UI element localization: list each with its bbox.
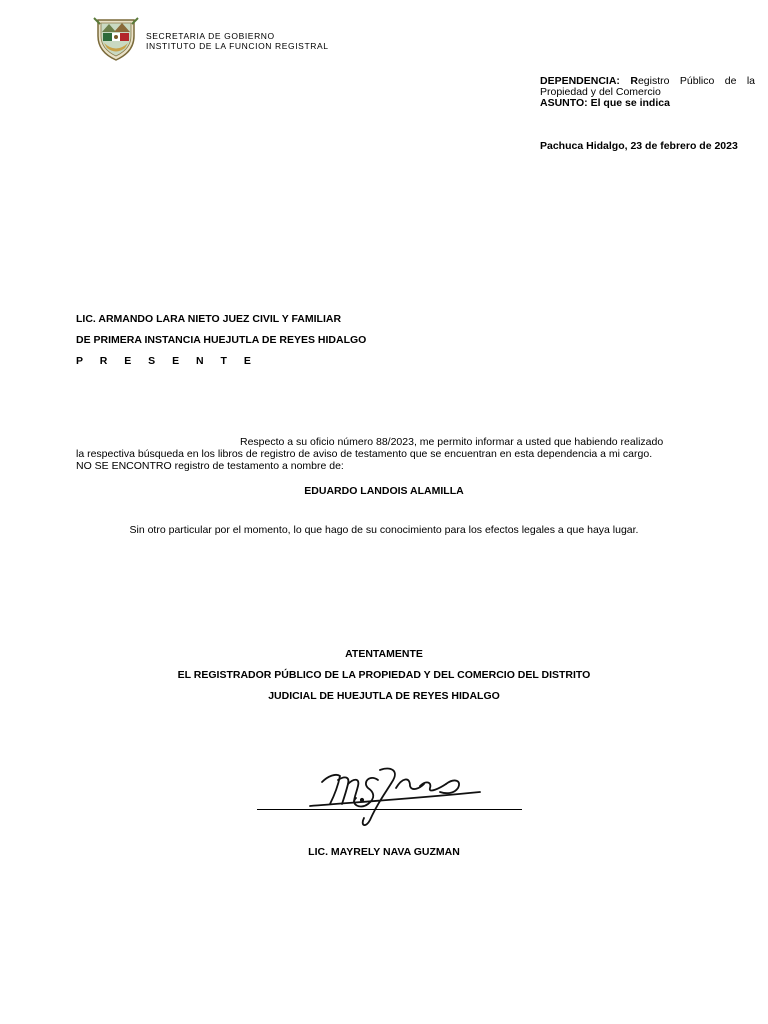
addressee-line-1: LIC. ARMANDO LARA NIETO JUEZ CIVIL Y FAMILIAR — [76, 313, 342, 325]
addressee-line-2: DE PRIMERA INSTANCIA HUEJUTLA DE REYES HIDALGO — [76, 334, 367, 346]
atentamente: ATENTAMENTE — [345, 648, 423, 660]
addressee-block — [76, 313, 366, 376]
hidalgo-state-seal-icon — [92, 14, 140, 62]
dependencia-line-2: Propiedad y del Comercio — [540, 86, 661, 98]
closing-paragraph: Sin otro particular por el momento, lo que hago de su conocimiento para los efectos legales a que haya lugar. — [129, 524, 639, 536]
para-line-2: la respectiva búsqueda en los libros de registro de aviso de testamento que se encuentran en esta dependencia a mi cargo. — [76, 448, 653, 460]
org-line-1: SECRETARIA DE GOBIERNO — [146, 31, 275, 41]
addressee-presente: P R E S E N T E — [76, 355, 258, 367]
dependencia-label: DEPENDENCIA: — [540, 75, 620, 87]
asunto-line — [540, 98, 755, 109]
asunto-value: El que se indica — [590, 97, 670, 109]
registrar-title-line-1: EL REGISTRADOR PÚBLICO DE LA PROPIEDAD Y DEL COMERCIO DEL DISTRITO — [177, 669, 591, 681]
body-paragraph — [76, 436, 696, 472]
signature-line — [257, 809, 522, 810]
asunto-label: ASUNTO: — [540, 97, 588, 109]
header-org — [146, 31, 329, 51]
para-line-1: Respecto a su oficio número 88/2023, me permito informar a usted que habiendo realizado — [240, 436, 664, 448]
person-name: EDUARDO LANDOIS ALAMILLA — [304, 485, 464, 497]
registrar-title-line-2: JUDICIAL DE HUEJUTLA DE REYES HIDALGO — [268, 690, 500, 702]
org-line-2: INSTITUTO DE LA FUNCION REGISTRAL — [146, 41, 329, 51]
place-date: Pachuca Hidalgo, 23 de febrero de 2023 — [540, 140, 738, 152]
handwritten-signature — [250, 740, 530, 835]
dependencia-value: egistro Público de la — [637, 75, 755, 87]
signature-title-block — [0, 648, 768, 711]
signer-name: LIC. MAYRELY NAVA GUZMAN — [308, 846, 460, 858]
dependencia-block — [540, 76, 755, 109]
para-line-3: NO SE ENCONTRO registro de testamento a nombre de: — [76, 460, 344, 472]
dependencia-initial: R — [630, 75, 638, 87]
